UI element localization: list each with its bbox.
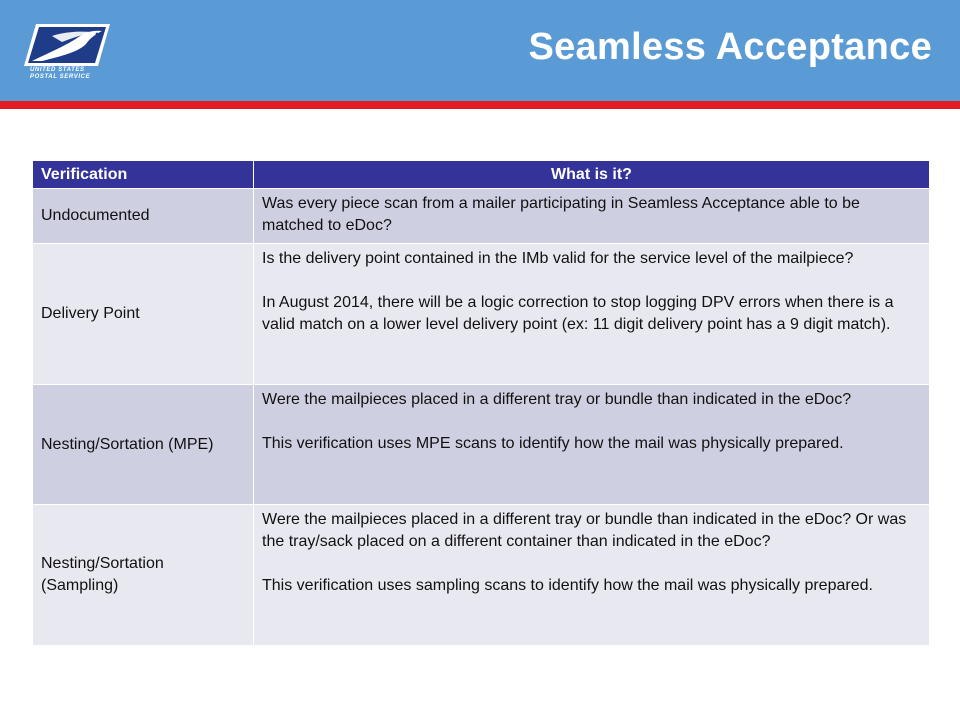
logo-line-2: POSTAL SERVICE <box>30 74 91 80</box>
logo-text <box>30 67 110 81</box>
verification-cell: Delivery Point <box>33 244 254 385</box>
description-paragraph: Is the delivery point contained in the IMb valid for the service level of the mailpiece? <box>262 250 854 267</box>
description-paragraph: Was every piece scan from a mailer participating in Seamless Acceptance able to be matched to eDoc? <box>262 195 860 234</box>
usps-logo <box>22 22 112 84</box>
table-header-row <box>33 161 930 189</box>
verification-cell: Nesting/Sortation (Sampling) <box>33 505 254 646</box>
description-cell <box>254 244 930 385</box>
description-cell <box>254 189 930 244</box>
verification-cell: Nesting/Sortation (MPE) <box>33 385 254 505</box>
description-paragraph: This verification uses MPE scans to identify how the mail was physically prepared. <box>262 435 844 452</box>
eagle-logo-icon <box>22 22 112 67</box>
verification-cell: Undocumented <box>33 189 254 244</box>
logo-line-1: UNITED STATES <box>30 67 85 73</box>
description-paragraph: Were the mailpieces placed in a different tray or bundle than indicated in the eDoc? Or was the tray/sack placed on a different container than indicated in the eDoc? <box>262 511 907 550</box>
description-paragraph: This verification uses sampling scans to identify how the mail was physically prepared. <box>262 577 873 594</box>
column-header-what-is-it: What is it? <box>254 161 930 189</box>
column-header-verification: Verification <box>33 161 254 189</box>
table-row <box>33 244 930 385</box>
page-title: Seamless Acceptance <box>528 26 932 68</box>
verification-table <box>32 160 930 646</box>
table-row <box>33 189 930 244</box>
description-paragraph: Were the mailpieces placed in a different tray or bundle than indicated in the eDoc? <box>262 391 852 408</box>
header-divider <box>0 101 960 109</box>
table-row <box>33 385 930 505</box>
header-bar <box>0 0 960 101</box>
description-paragraph: In August 2014, there will be a logic correction to stop logging DPV errors when there is a valid match on a lower level delivery point (ex: 11 digit delivery point has a 9 digit match). <box>262 294 894 333</box>
description-cell <box>254 505 930 646</box>
table-row <box>33 505 930 646</box>
description-cell <box>254 385 930 505</box>
